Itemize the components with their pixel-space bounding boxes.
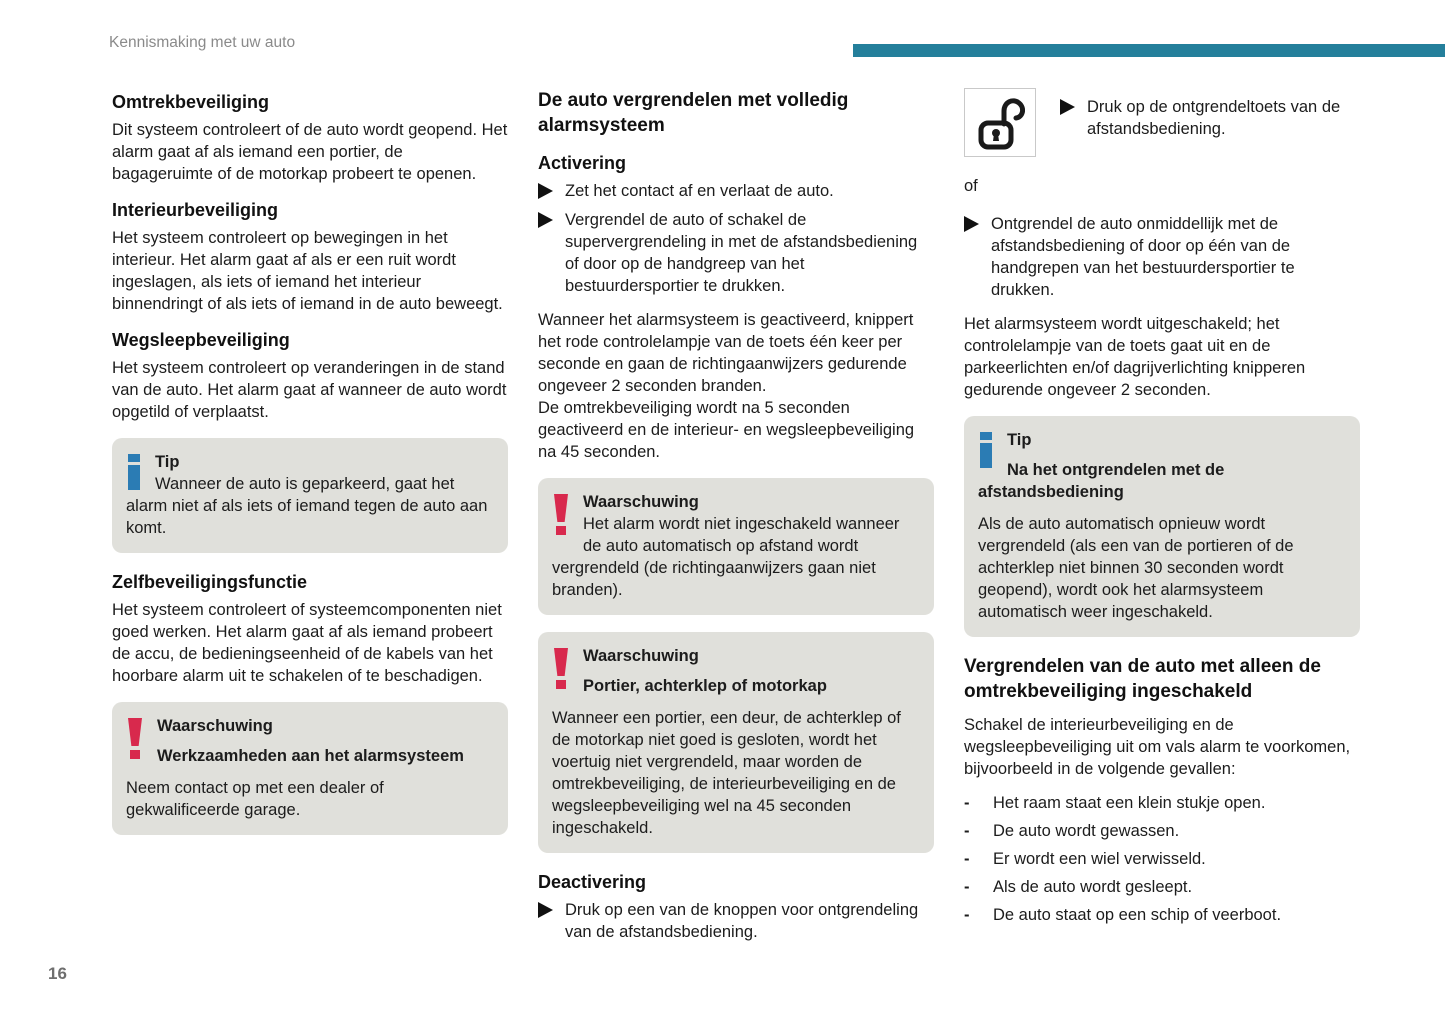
- column-2: [538, 88, 934, 950]
- dash-bullet-icon: [964, 876, 993, 898]
- list-item: [964, 792, 1360, 814]
- tip-box-title: Tip: [155, 453, 180, 471]
- info-icon: [980, 432, 992, 468]
- section-heading-zelfbeveiligingsfunctie: Zelfbeveiligingsfunctie: [112, 572, 308, 592]
- page-header-title: Kennismaking met uw auto: [109, 34, 296, 51]
- instruction-text: Druk op de ontgrendeltoets van de afstandsbediening.: [1087, 98, 1341, 138]
- arrow-right-triangle-icon: [538, 183, 553, 199]
- list-item: [964, 820, 1360, 842]
- exclamation-icon: [554, 648, 568, 689]
- tip-box-body: Als de auto automatisch opnieuw wordt vergrendeld (als een van de portieren of de achterklep niet binnen 30 seconden wordt geopend), wordt ook het alarmsysteem automatisch weer ingeschakeld.: [978, 515, 1294, 621]
- warning-box-body: Het alarm wordt niet ingeschakeld wanneer de auto automatisch op afstand wordt vergrendeld (de richtingaanwijzers gaan niet branden).: [552, 515, 900, 599]
- warning-box: [538, 478, 934, 615]
- section-body: Schakel de interieurbeveiliging en de wegsleepbeveiliging uit om vals alarm te voorkomen, bijvoorbeeld in de volgende gevallen:: [964, 716, 1351, 778]
- instruction-text: Zet het contact af en verlaat de auto.: [565, 182, 834, 200]
- list-item: [964, 876, 1360, 898]
- pictogram-instruction-row: [964, 88, 1360, 157]
- arrow-right-triangle-icon: [964, 216, 979, 232]
- tip-box: [112, 438, 508, 553]
- list-item: [964, 904, 1360, 926]
- arrow-right-triangle-icon: [538, 212, 553, 228]
- column-1: [112, 88, 508, 950]
- warning-box-title: Waarschuwing: [583, 647, 699, 665]
- section-body: Het systeem controleert op veranderingen in de stand van de auto. Het alarm gaat af wanneer de auto wordt opgetild of verplaatst.: [112, 359, 507, 421]
- instruction-text: Druk op een van de knoppen voor ontgrendeling van de afstandsbediening.: [565, 901, 919, 941]
- dash-bullet-icon: [964, 820, 993, 842]
- exclamation-icon: [554, 494, 568, 535]
- header-accent-bar: [853, 44, 1445, 57]
- section-body: Het systeem controleert of systeemcomponenten niet goed werken. Het alarm gaat af als iemand probeert de accu, de bedieningseenheid of de kabels van het hoorbare alarm uit te schakelen of te beschadigen.: [112, 601, 502, 685]
- instruction-item: [538, 899, 934, 943]
- instruction-text: Vergrendel de auto of schakel de supervergrendeling in met de afstandsbediening of door op de handgreep van het bestuurdersportier te drukken.: [565, 211, 918, 295]
- list-item-text: Het raam staat een klein stukje open.: [993, 794, 1266, 812]
- list-item-text: De auto wordt gewassen.: [993, 822, 1180, 840]
- list-item: [964, 848, 1360, 870]
- instruction-text: Ontgrendel de auto onmiddellijk met de afstandsbediening of door op één van de handgrepen van het bestuurdersportier te drukken.: [991, 215, 1295, 299]
- dash-bullet-icon: [964, 904, 993, 926]
- column-3: [964, 88, 1360, 950]
- info-icon: [128, 454, 140, 490]
- list-item-text: Er wordt een wiel verwisseld.: [993, 850, 1206, 868]
- section-heading-activering: Activering: [538, 153, 627, 173]
- list-item-text: De auto staat op een schip of veerboot.: [993, 906, 1282, 924]
- topic-title: Vergrendelen van de auto met alleen de omtrekbeveiliging ingeschakeld: [964, 656, 1321, 702]
- tip-box-body: Wanneer de auto is geparkeerd, gaat het alarm niet af als iets of iemand tegen de auto aan komt.: [126, 475, 488, 537]
- warning-box-title: Waarschuwing: [157, 717, 273, 735]
- warning-box-title: Waarschuwing: [583, 493, 699, 511]
- warning-box-body: Neem contact op met een dealer of gekwalificeerde garage.: [126, 779, 384, 819]
- unlock-icon: [964, 88, 1036, 157]
- instruction-item: [1060, 96, 1360, 150]
- section-body: Het systeem controleert op bewegingen in het interieur. Het alarm gaat af als er een ruit wordt ingeslagen, als iets of iemand het interieur binnendringt of als iets of iemand in de auto beweegt.: [112, 229, 503, 313]
- arrow-right-triangle-icon: [1060, 99, 1075, 115]
- list-item-text: Als de auto wordt gesleept.: [993, 878, 1193, 896]
- arrow-right-triangle-icon: [538, 902, 553, 918]
- warning-box-subtitle: Portier, achterklep of motorkap: [583, 677, 827, 695]
- section-body: De omtrekbeveiliging wordt na 5 seconden geactiveerd en de interieur- en wegsleepbeveiliging na 45 seconden.: [538, 399, 915, 461]
- section-body: Het alarmsysteem wordt uitgeschakeld; het controlelampje van de toets gaat uit en de parkeerlichten en/of dagrijverlichting knipperen gedurende ongeveer 2 seconden.: [964, 315, 1306, 399]
- section-body: Dit systeem controleert of de auto wordt geopend. Het alarm gaat af als iemand een portier, de bagageruimte of de motorkap probeert te openen.: [112, 121, 508, 183]
- dash-bullet-icon: [964, 792, 993, 814]
- topic-title: De auto vergrendelen met volledig alarmsysteem: [538, 90, 849, 136]
- tip-box: [964, 416, 1360, 637]
- section-heading-wegsleepbeveiliging: Wegsleepbeveiliging: [112, 330, 290, 350]
- warning-box: [112, 702, 508, 835]
- tip-box-title: Tip: [1007, 431, 1032, 449]
- warning-box: [538, 632, 934, 853]
- or-text: of: [964, 177, 978, 195]
- warning-box-subtitle: Werkzaamheden aan het alarmsysteem: [157, 747, 464, 765]
- tip-box-subtitle: Na het ontgrendelen met de afstandsbediening: [978, 461, 1225, 501]
- section-heading-deactivering: Deactivering: [538, 872, 647, 892]
- dash-bullet-icon: [964, 848, 993, 870]
- instruction-item: [538, 180, 934, 202]
- instruction-item: [538, 209, 934, 297]
- section-heading-omtrekbeveiliging: Omtrekbeveiliging: [112, 92, 270, 112]
- section-heading-interieurbeveiliging: Interieurbeveiliging: [112, 200, 279, 220]
- dash-list: [964, 792, 1360, 926]
- exclamation-icon: [128, 718, 142, 759]
- section-body: Wanneer het alarmsysteem is geactiveerd, knippert het rode controlelampje van de toets één keer per seconde en gaan de richtingaanwijzers gedurende ongeveer 2 seconden branden.: [538, 311, 914, 395]
- instruction-item: [964, 213, 1360, 301]
- warning-box-body: Wanneer een portier, een deur, de achterklep of de motorkap niet goed is gesloten, wordt het voertuig niet vergrendeld, maar worden de omtrekbeveiliging, de interieurbeveiliging en de wegsleepbeveiliging wel na 45 seconden ingeschakeld.: [552, 709, 901, 837]
- content-columns: [112, 88, 1360, 950]
- page-number: 16: [48, 964, 67, 983]
